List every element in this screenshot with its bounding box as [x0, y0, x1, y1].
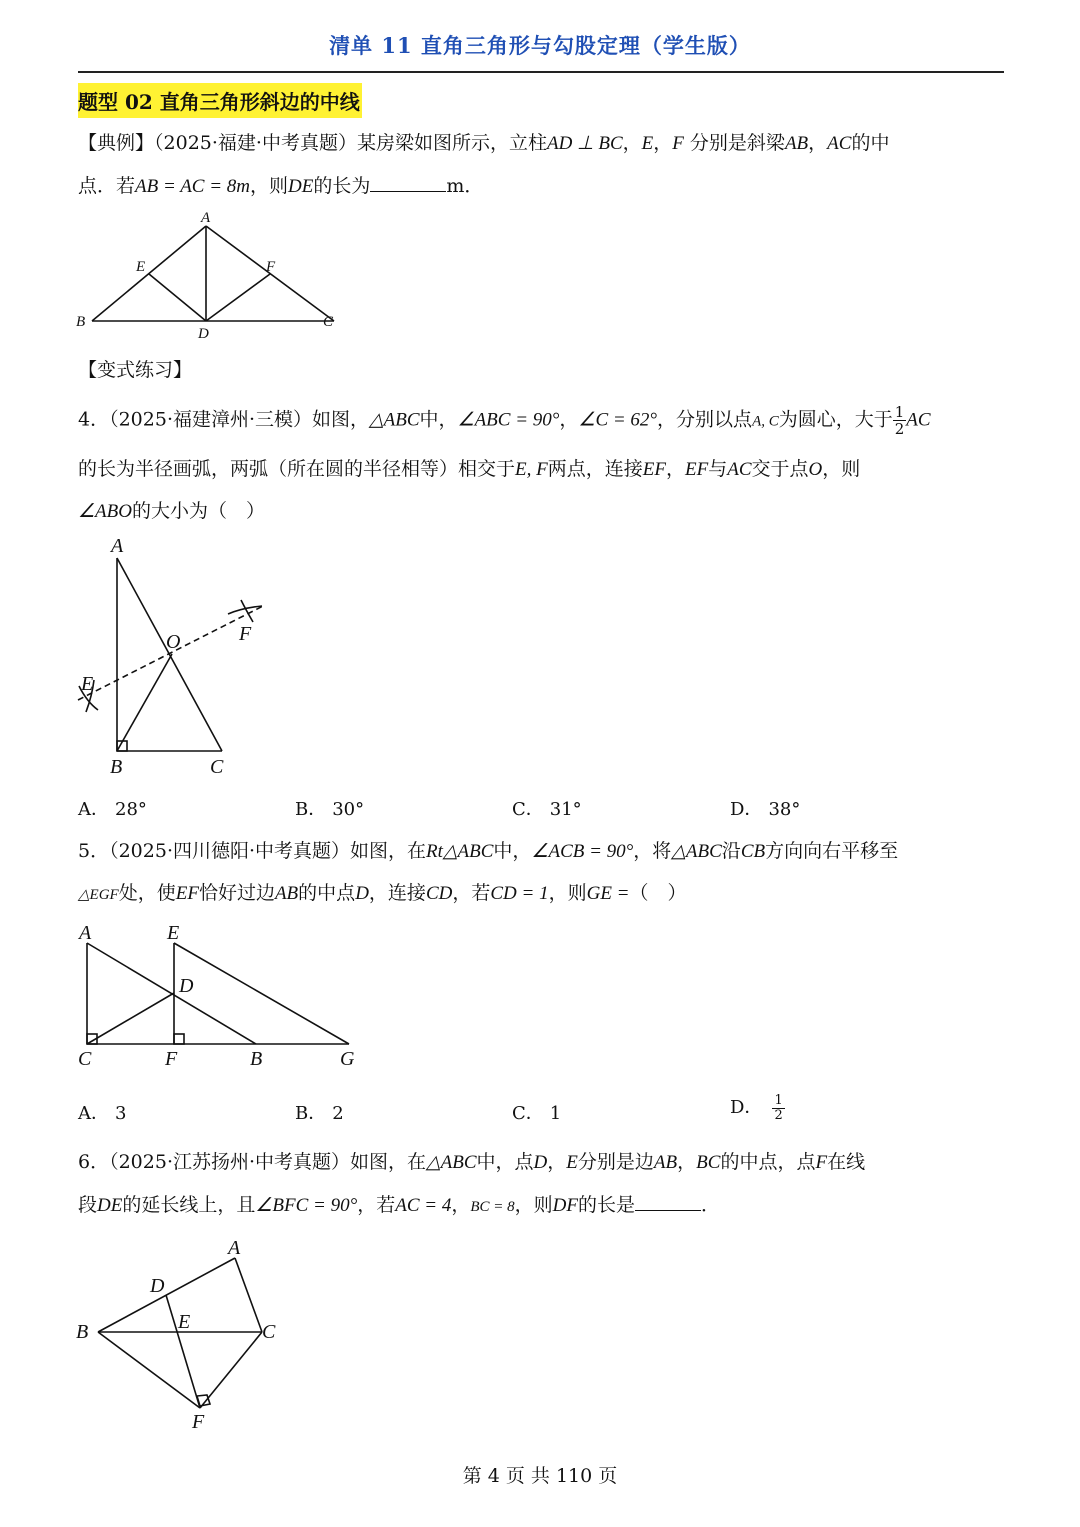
q5-choice-c[interactable]	[512, 1099, 561, 1125]
q5-text: ，则	[548, 882, 587, 904]
q4-choice-b[interactable]	[295, 795, 364, 821]
label-C: C	[262, 1321, 276, 1343]
q4-text: ，	[559, 408, 579, 431]
math: E, F	[515, 459, 548, 480]
math: EF	[175, 883, 199, 904]
q5-text: 处，使	[118, 882, 176, 904]
header-divider	[78, 71, 1004, 73]
choice-value: 38°	[768, 799, 801, 820]
label-D: D	[198, 326, 209, 342]
example-line-2	[78, 171, 483, 198]
label-C: C	[323, 314, 334, 330]
math: E	[566, 1152, 578, 1173]
q5-text: 中，	[493, 840, 532, 862]
math: DE	[97, 1195, 123, 1216]
math: AC	[906, 409, 931, 431]
q5-figure	[70, 915, 370, 1075]
q6-line-2	[78, 1190, 720, 1217]
math: AB = AC = 8m	[135, 176, 251, 197]
q5-choice-a[interactable]	[78, 1099, 126, 1125]
q4-text: 的长为半径画弧，两弧（所在圆的半径相等）相交于	[78, 458, 516, 480]
example-source: （2025·福建·中考真题）	[154, 132, 357, 154]
q5-text: ，若	[452, 882, 491, 904]
math: ∠ABO	[78, 501, 132, 522]
math: DE	[288, 176, 314, 197]
answer-blank[interactable]	[370, 173, 446, 192]
q5-text: ，将	[633, 840, 672, 862]
example-tag: 【典例】	[78, 132, 155, 154]
math: AB	[274, 883, 299, 904]
label-B: B	[250, 1048, 263, 1070]
label-D: D	[150, 1275, 165, 1297]
q5-text: 沿	[721, 840, 741, 862]
fraction-denominator: 2	[894, 420, 905, 438]
math: Rt△ABC	[426, 841, 494, 862]
q6-figure	[70, 1230, 300, 1440]
q4-text: 4．（2025·福建漳州·三模）如图，	[78, 408, 370, 431]
choice-letter: A．	[78, 1103, 109, 1124]
math: △EGF	[78, 887, 119, 903]
choice-letter: B．	[295, 799, 327, 820]
label-B: B	[76, 1321, 89, 1343]
math: AC	[727, 459, 752, 480]
math: D	[533, 1152, 548, 1173]
page-footer: 第 4 页 共 110 页	[462, 1465, 618, 1487]
math: O	[808, 459, 823, 480]
q5-text: 方向向右平移至	[765, 840, 899, 862]
choice-value: 28°	[115, 799, 147, 820]
example-text: 分别是斜梁	[683, 132, 785, 154]
math: △ABC	[671, 841, 722, 862]
label-A: A	[79, 922, 92, 944]
q6-text: 分别是边	[577, 1151, 654, 1173]
q6-text: 的中点，点	[720, 1151, 816, 1173]
q5-text: （ ）	[629, 882, 687, 904]
choice-letter: C．	[512, 799, 544, 820]
q4-text: 的大小为（ ）	[131, 500, 265, 522]
example-text: ，	[622, 132, 642, 154]
label-E: E	[167, 922, 180, 944]
label-O: O	[166, 631, 181, 653]
math: AB	[784, 133, 809, 154]
math: F	[672, 133, 684, 154]
math: BC	[696, 1152, 721, 1173]
math: ∠ACB = 90°	[531, 841, 634, 862]
math: ∠BFC = 90°	[255, 1195, 358, 1216]
choice-letter: B．	[295, 1103, 327, 1124]
q5-text: ，连接	[368, 882, 426, 904]
math: CD = 1	[490, 883, 549, 904]
q4-figure	[70, 530, 280, 780]
label-F: F	[165, 1048, 178, 1070]
q4-line-2	[78, 454, 860, 481]
q4-line-3	[78, 496, 265, 523]
math: EF	[642, 459, 666, 480]
q4-text: 为圆心，大于	[778, 408, 893, 431]
q6-line-1	[78, 1147, 865, 1174]
math: △ABC	[369, 409, 420, 431]
q5-line-1	[78, 836, 898, 863]
q6-text: ，	[677, 1151, 697, 1173]
label-F: F	[239, 623, 252, 645]
label-B: B	[76, 314, 86, 330]
answer-blank[interactable]	[635, 1192, 701, 1211]
choice-letter: D．	[730, 799, 763, 820]
label-C: C	[78, 1048, 92, 1070]
math: CB	[740, 841, 766, 862]
choice-value: 3	[115, 1103, 127, 1124]
label-E: E	[136, 259, 146, 275]
page-header-title: 清单 11 直角三角形与勾股定理（学生版）	[329, 33, 751, 58]
choice-letter: A．	[78, 799, 109, 820]
math: E	[641, 133, 654, 154]
label-A: A	[111, 535, 124, 557]
fraction	[772, 1094, 784, 1123]
label-G: G	[340, 1048, 355, 1070]
q4-choice-a[interactable]	[78, 795, 147, 821]
example-text: 点．若	[78, 175, 136, 197]
q5-choice-b[interactable]	[295, 1099, 344, 1125]
q4-text: 交于点	[751, 458, 809, 480]
label-A: A	[201, 210, 211, 226]
fraction-denominator: 2	[774, 1107, 783, 1123]
q4-line-1	[78, 404, 931, 437]
q6-text: 6．（2025·江苏扬州·中考真题）如图，在	[78, 1151, 427, 1173]
example-text: ，	[808, 132, 828, 154]
math: EF	[684, 459, 709, 480]
fraction	[893, 404, 907, 437]
math: AC	[827, 133, 852, 154]
q6-text: ，则	[514, 1194, 553, 1216]
q5-line-2	[78, 878, 687, 905]
q4-text: ，	[665, 458, 685, 480]
example-line-1	[78, 128, 889, 155]
choice-value: 30°	[332, 799, 365, 820]
q4-choice-d[interactable]	[730, 795, 800, 821]
q5-choice-d[interactable]	[730, 1093, 785, 1123]
label-D: D	[179, 975, 194, 997]
choice-value: 2	[332, 1103, 344, 1124]
label-E: E	[178, 1311, 191, 1333]
example-text: ，	[653, 132, 673, 154]
q6-text: ，	[547, 1151, 567, 1173]
q4-text: ，分别以点	[657, 408, 753, 431]
math: ∠C = 62°	[578, 409, 658, 431]
q4-text: 中，	[419, 408, 458, 431]
example-text: 的长为	[313, 175, 371, 197]
q5-text: 5．（2025·四川德阳·中考真题）如图，在	[78, 840, 427, 862]
fraction-numerator: 1	[894, 403, 905, 421]
math: ∠ABC = 90°	[457, 409, 560, 431]
math: AC = 4	[395, 1195, 452, 1216]
example-text: 某房梁如图所示，立柱	[356, 132, 547, 154]
math: F	[815, 1152, 828, 1173]
q6-text: ，若	[357, 1194, 396, 1216]
q4-text: 两点，连接	[547, 458, 643, 480]
label-F: F	[266, 259, 276, 275]
q5-text: 恰好过边	[198, 882, 275, 904]
choice-value: 1	[549, 1103, 562, 1124]
section-title: 题型 02 直角三角形斜边的中线	[78, 83, 362, 118]
variant-title: 【变式练习】	[78, 359, 193, 381]
q6-text: ，	[451, 1194, 471, 1216]
label-F: F	[192, 1411, 205, 1433]
q6-text: 段	[78, 1194, 98, 1216]
example-text: ，则	[250, 175, 289, 197]
math: AB	[653, 1152, 678, 1173]
math: A, C	[752, 413, 779, 430]
math: D	[355, 883, 369, 904]
choice-letter: D．	[730, 1097, 763, 1118]
math: BC = 8	[470, 1199, 515, 1215]
example-text: 的中	[851, 132, 890, 154]
choice-value: 31°	[549, 799, 582, 820]
label-B: B	[110, 756, 123, 778]
math: GE =	[586, 883, 630, 904]
label-C: C	[210, 756, 224, 778]
math: CD	[425, 883, 453, 904]
fraction-numerator: 1	[774, 1092, 783, 1108]
math: △ABC	[426, 1152, 477, 1173]
label-A: A	[228, 1237, 241, 1259]
q6-text: 在线	[827, 1151, 866, 1173]
example-figure	[70, 205, 350, 345]
q6-text: 的延长线上，且	[122, 1194, 256, 1216]
q4-text: ，则	[822, 458, 861, 480]
choice-letter: C．	[512, 1103, 544, 1124]
q4-choice-c[interactable]	[512, 795, 582, 821]
math: AD ⊥ BC	[546, 133, 623, 154]
math: DF	[552, 1195, 578, 1216]
q4-text: 与	[708, 458, 728, 480]
label-E: E	[81, 673, 94, 695]
example-text: m．	[446, 175, 484, 197]
q6-text: 的长是	[577, 1194, 635, 1216]
q6-text: 中，点	[476, 1151, 534, 1173]
q6-text: ．	[701, 1194, 721, 1216]
q5-text: 的中点	[298, 882, 356, 904]
